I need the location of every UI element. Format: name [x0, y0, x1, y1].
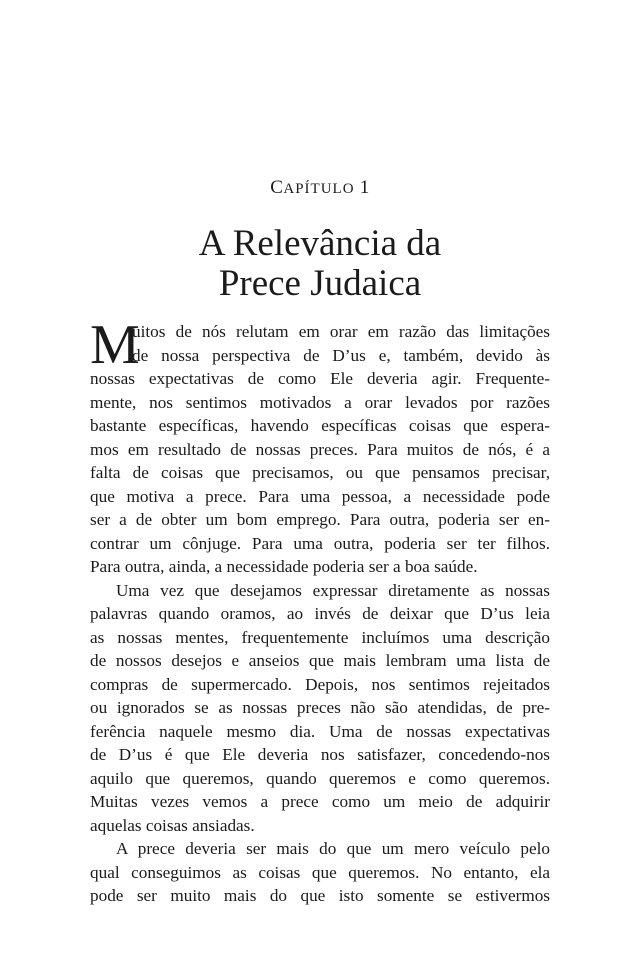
text-line: contrar um cônjuge. Para uma outra, poderia ser ter filhos.	[90, 533, 550, 553]
text-line: nossas expectativas de como Ele deveria agir. Frequente-	[90, 369, 550, 388]
text-line: Uma vez que desejamos expressar diretamente as nossas	[116, 580, 550, 600]
chapter-title-line-1: A Relevância da	[198, 223, 442, 264]
drop-cap: M	[90, 314, 140, 376]
text-line: uitos de nós relutam em orar em razão das limitações	[132, 322, 550, 341]
body-text	[90, 314, 550, 908]
text-line: aquilo que queremos, quando queremos e como queremos.	[90, 768, 550, 788]
text-line: ou ignorados se as nossas preces não são atendidas, de pre-	[90, 698, 550, 717]
text-line: de nossa perspectiva de D’us e, também, devido às	[132, 345, 550, 365]
text-line: ferência naquele mesmo dia. Uma de nossas expectativas	[90, 721, 550, 741]
chapter-label-initial: C	[270, 177, 284, 198]
paragraph-3	[90, 837, 550, 908]
text-line: qual conseguimos as coisas que queremos. No entanto, ela	[90, 862, 550, 882]
text-line: bastante específicas, havendo específicas coisas que espera-	[90, 416, 550, 435]
chapter-label-word: APÍTULO	[283, 181, 355, 197]
text-line: de D’us é que Ele deveria nos satisfazer, concedendo-nos	[90, 745, 550, 764]
text-line: palavras quando oramos, ao invés de deixar que D’us leia	[90, 604, 550, 623]
text-line: ser a de obter um bom emprego. Para outra, poderia ser en-	[90, 510, 550, 529]
text-line: aquelas coisas ansiadas.	[90, 815, 255, 835]
text-line: A prece deveria ser mais do que um mero veículo pelo	[116, 839, 550, 858]
text-line: as nossas mentes, frequentemente incluímos uma descrição	[90, 627, 550, 647]
text-line: que motiva a prece. Para uma pessoa, a necessidade pode	[90, 486, 550, 506]
text-line: Para outra, ainda, a necessidade poderia ser a boa saúde.	[90, 557, 478, 576]
text-line: compras de supermercado. Depois, nos sentimos rejeitados	[90, 674, 550, 694]
text-line: mente, nos sentimos motivados a orar levados por razões	[90, 392, 550, 412]
chapter-label	[90, 177, 550, 199]
chapter-title	[90, 224, 550, 304]
chapter-title-line-2: Prece Judaica	[218, 263, 422, 304]
text-line: pode ser muito mais do que isto somente se estivermos	[90, 886, 550, 905]
text-line: falta de coisas que precisamos, ou que pensamos precisar,	[90, 463, 550, 482]
text-line: de nossos desejos e anseios que mais lembram uma lista de	[90, 651, 550, 670]
book-page	[90, 0, 550, 960]
paragraph-2	[90, 579, 550, 838]
text-line: Muitas vezes vemos a prece como um meio de adquirir	[90, 792, 550, 811]
paragraph-1	[90, 314, 550, 579]
chapter-number: 1	[359, 177, 370, 198]
text-line: mos em resultado de nossas preces. Para muitos de nós, é a	[90, 439, 550, 459]
